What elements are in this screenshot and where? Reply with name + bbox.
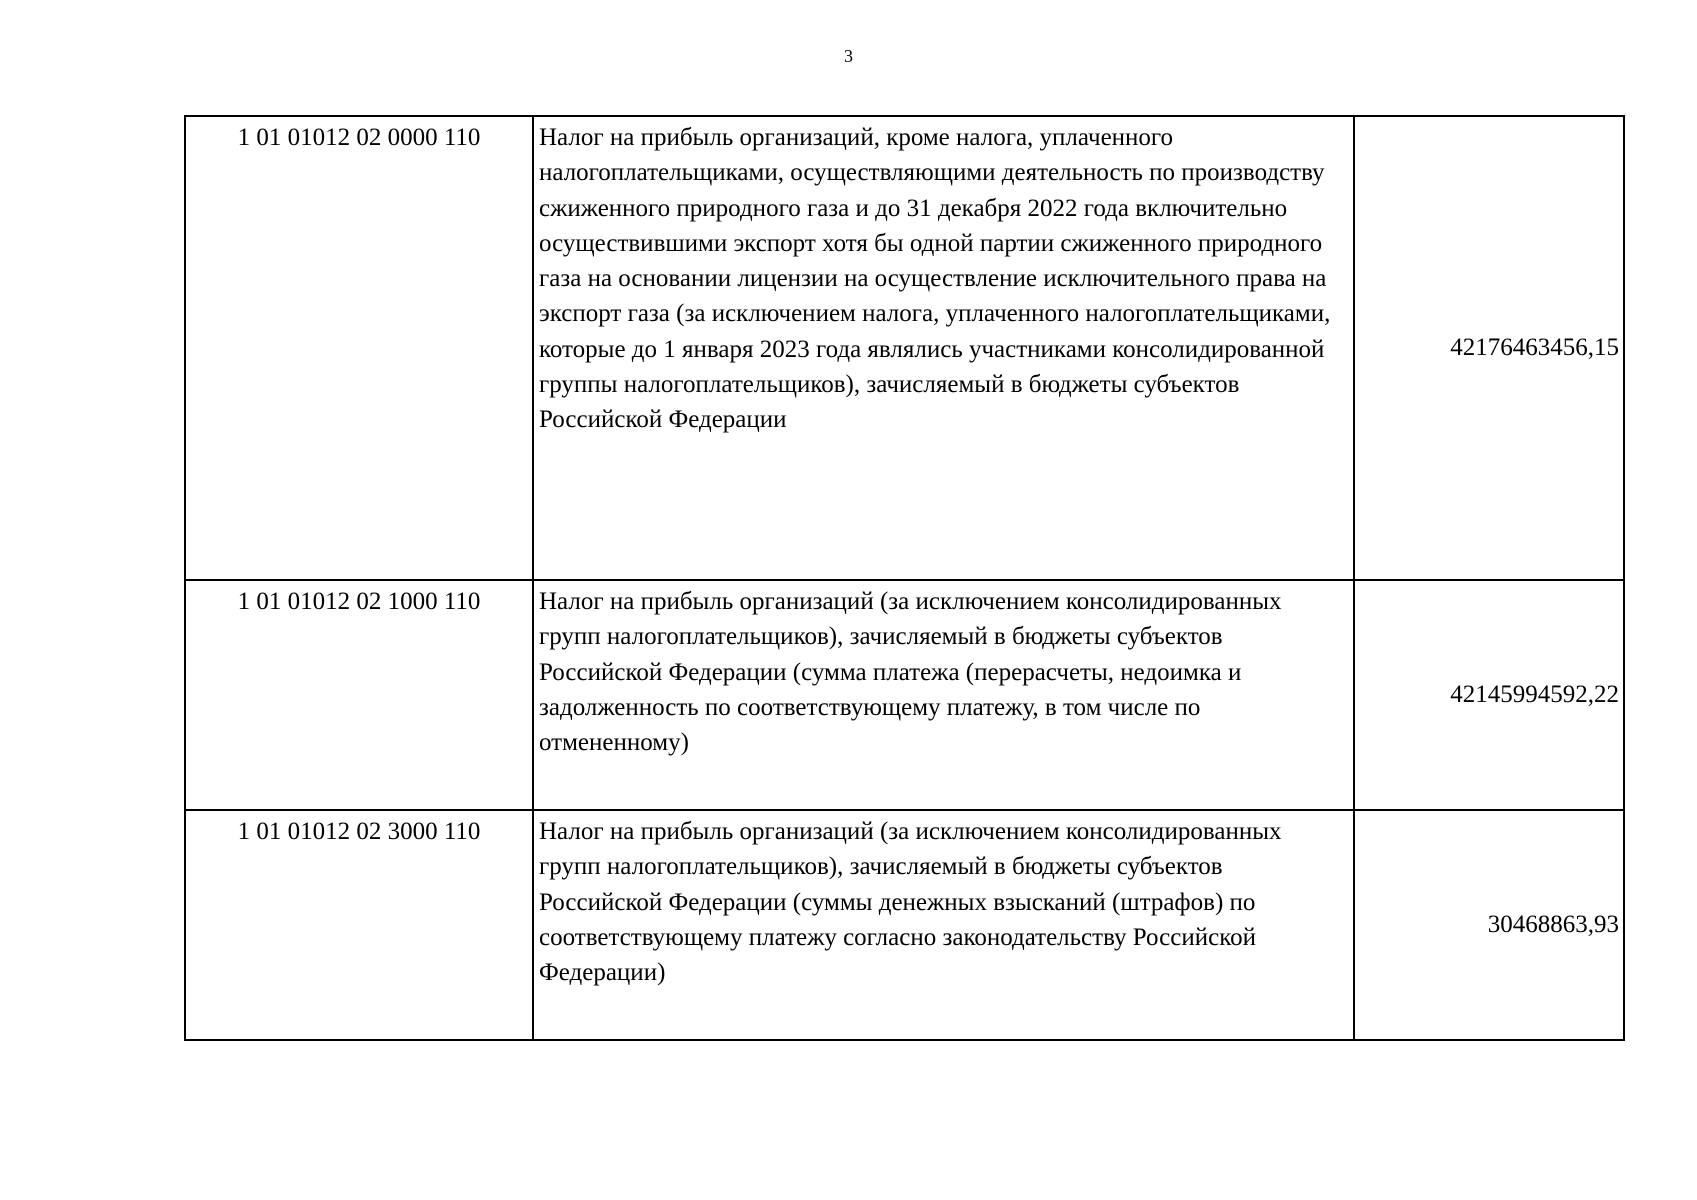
budget-classification-code: 1 01 01012 02 1000 110 [185, 580, 533, 810]
budget-classification-code: 1 01 01012 02 3000 110 [185, 810, 533, 1040]
budget-classification-code: 1 01 01012 02 0000 110 [185, 116, 533, 580]
table-row [185, 116, 1624, 580]
revenue-description: Налог на прибыль организаций (за исключением консолидированных групп налогоплательщиков), зачисляемый в бюджеты субъектов Российской Федерации (сумма платежа (перерасчеты, недоимка и задолженность по соответствующему платежу, в том числе по отмененному) [533, 580, 1354, 810]
revenue-description: Налог на прибыль организаций, кроме налога, уплаченного налогоплательщиками, осуществляющими деятельность по производству сжиженного природного газа и до 31 декабря 2022 года включительно осуществившими экспорт хотя бы одной партии сжиженного природного газа на основании лицензии на осуществление исключительного права на экспорт газа (за исключением налога, уплаченного налогоплательщиками, которые до 1 января 2023 года являлись участниками консолидированной группы налогоплательщиков), зачисляемый в бюджеты субъектов Российской Федерации [533, 116, 1354, 580]
revenue-amount: 42145994592,22 [1354, 580, 1624, 810]
revenue-description: Налог на прибыль организаций (за исключением консолидированных групп налогоплательщиков), зачисляемый в бюджеты субъектов Российской Федерации (суммы денежных взысканий (штрафов) по соответствующему платежу согласно законодательству Российской Федерации) [533, 810, 1354, 1040]
table-row [185, 580, 1624, 810]
page-number: 3 [844, 46, 853, 66]
revenue-amount: 30468863,93 [1354, 810, 1624, 1040]
budget-revenue-table [184, 115, 1625, 1041]
table-row [185, 810, 1624, 1040]
revenue-amount: 42176463456,15 [1354, 116, 1624, 580]
